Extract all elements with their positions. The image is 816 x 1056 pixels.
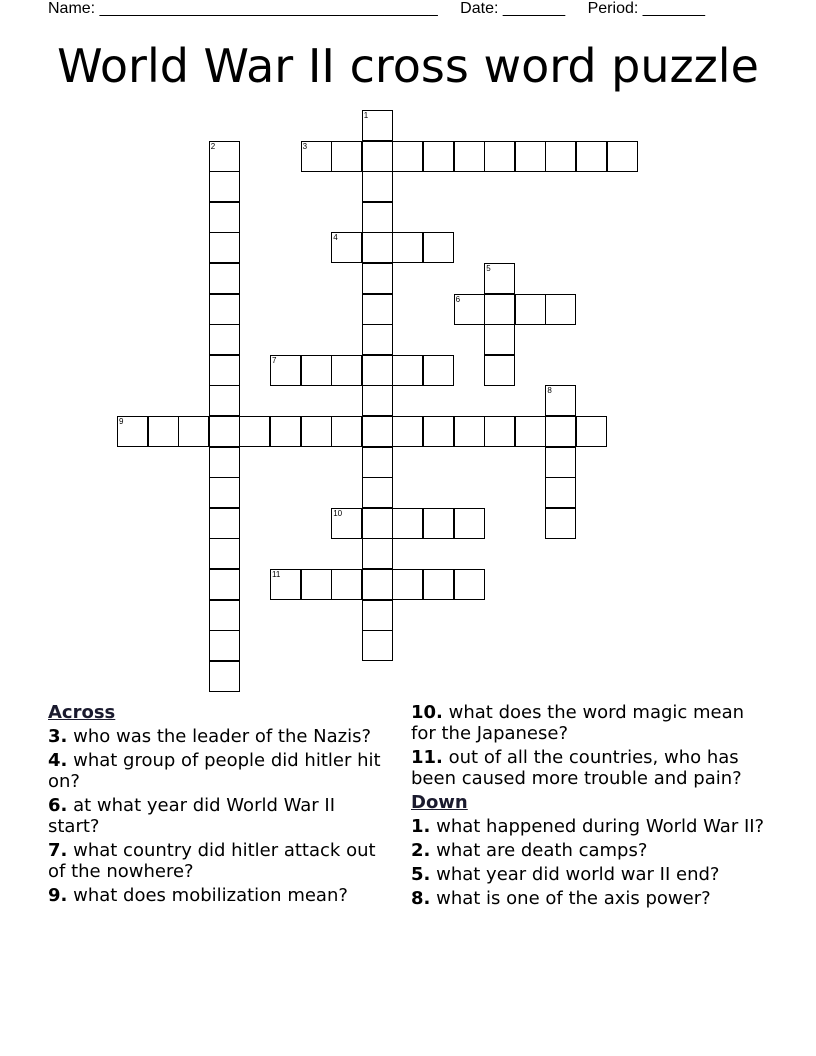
clue-number: 3.	[48, 726, 68, 747]
grid-cell[interactable]	[362, 294, 393, 325]
grid-cell[interactable]	[362, 630, 393, 661]
grid-cell[interactable]	[209, 508, 240, 539]
grid-cell[interactable]	[515, 416, 546, 447]
across-clue-4	[48, 750, 388, 792]
puzzle-title: World War II cross word puzzle	[57, 39, 759, 93]
clue-number-label: 11	[272, 570, 281, 579]
grid-cell[interactable]	[331, 508, 362, 539]
grid-cell[interactable]	[454, 569, 485, 600]
clue-text: what group of people did hitler hit on?	[48, 750, 381, 792]
grid-cell[interactable]	[362, 110, 393, 141]
name-field-label[interactable]: Name: ______________________________________	[48, 0, 438, 17]
clue-text: what are death camps?	[436, 840, 648, 861]
grid-cell[interactable]	[270, 355, 301, 386]
clue-number-label: 5	[486, 264, 491, 273]
clue-number: 1.	[411, 816, 431, 837]
clue-text: at what year did World War II start?	[48, 795, 336, 837]
across-clue-7	[48, 840, 388, 882]
grid-cell[interactable]	[423, 416, 454, 447]
grid-cell[interactable]	[423, 232, 454, 263]
clue-text: who was the leader of the Nazis?	[73, 726, 372, 747]
clue-text: out of all the countries, who has been caused more trouble and pain?	[411, 747, 742, 789]
grid-cell[interactable]	[484, 355, 515, 386]
clue-text: what does mobilization mean?	[73, 885, 348, 906]
grid-cell[interactable]	[331, 416, 362, 447]
clue-number: 5.	[411, 864, 431, 885]
grid-cell[interactable]	[331, 569, 362, 600]
grid-cell[interactable]	[362, 600, 393, 631]
grid-cell[interactable]	[301, 416, 332, 447]
grid-cell[interactable]	[362, 263, 393, 294]
grid-cell[interactable]	[209, 569, 240, 600]
grid-cell[interactable]	[362, 416, 393, 447]
grid-cell[interactable]	[454, 141, 485, 172]
grid-cell[interactable]	[392, 569, 423, 600]
grid-cell[interactable]	[423, 355, 454, 386]
grid-cell[interactable]	[392, 141, 423, 172]
grid-cell[interactable]	[545, 385, 576, 416]
grid-cell[interactable]	[209, 355, 240, 386]
grid-cell[interactable]	[423, 569, 454, 600]
clue-number: 8.	[411, 888, 431, 909]
grid-cell[interactable]	[209, 294, 240, 325]
grid-cell[interactable]	[209, 600, 240, 631]
down-heading: Down	[411, 792, 468, 813]
grid-cell[interactable]	[209, 232, 240, 263]
grid-cell[interactable]	[301, 355, 332, 386]
clue-number-label: 4	[333, 233, 338, 243]
grid-cell[interactable]	[545, 294, 576, 325]
period-field-label[interactable]: Period: _______	[587, 0, 706, 17]
grid-cell[interactable]	[362, 508, 393, 539]
down-clue-2	[411, 840, 771, 861]
grid-cell[interactable]	[209, 416, 240, 447]
clue-text: what happened during World War II?	[436, 816, 765, 837]
clue-text: what year did world war II end?	[436, 864, 720, 885]
grid-cell[interactable]	[484, 263, 515, 294]
across-clue-6	[48, 795, 388, 837]
clue-number: 7.	[48, 840, 68, 861]
across-clue-9	[48, 885, 388, 906]
clue-number-label: 1	[363, 111, 369, 120]
grid-cell[interactable]	[545, 416, 576, 447]
grid-cell[interactable]	[362, 232, 393, 263]
grid-cell[interactable]	[362, 355, 393, 386]
grid-cell[interactable]	[484, 141, 515, 172]
grid-cell[interactable]	[362, 202, 393, 233]
clue-number: 9.	[48, 885, 68, 906]
grid-cell[interactable]	[515, 141, 546, 172]
grid-cell[interactable]	[301, 569, 332, 600]
grid-cell[interactable]	[392, 416, 423, 447]
grid-cell[interactable]	[454, 416, 485, 447]
grid-cell[interactable]	[270, 569, 301, 600]
date-field-label[interactable]: Date: _______	[460, 0, 566, 17]
grid-cell[interactable]	[209, 661, 240, 692]
grid-cell[interactable]	[209, 630, 240, 661]
grid-cell[interactable]	[515, 294, 546, 325]
grid-cell[interactable]	[484, 294, 515, 325]
clue-text: what is one of the axis power?	[436, 888, 711, 909]
clue-number: 6.	[48, 795, 68, 816]
clue-text: what country did hitler attack out of the nowhere?	[48, 840, 376, 882]
grid-cell[interactable]	[545, 508, 576, 539]
grid-cell[interactable]	[362, 569, 393, 600]
across-clue-3	[48, 726, 388, 747]
grid-cell[interactable]	[209, 538, 240, 569]
grid-cell[interactable]	[576, 141, 607, 172]
grid-cell[interactable]	[423, 508, 454, 539]
across-clue-11	[411, 747, 771, 789]
grid-cell[interactable]	[239, 416, 270, 447]
grid-cell[interactable]	[362, 447, 393, 478]
down-clue-5	[411, 864, 771, 885]
grid-cell[interactable]	[607, 141, 638, 172]
down-clue-1	[411, 816, 771, 837]
grid-cell[interactable]	[209, 171, 240, 202]
clue-number: 2.	[411, 840, 431, 861]
grid-cell[interactable]	[331, 141, 362, 172]
clue-number-label: 10	[333, 508, 343, 518]
grid-cell[interactable]	[270, 416, 301, 447]
grid-cell[interactable]	[117, 416, 148, 447]
clue-number-label: 6	[455, 294, 461, 304]
grid-cell[interactable]	[209, 263, 240, 294]
clue-number-label: 7	[272, 355, 277, 365]
grid-cell[interactable]	[331, 355, 362, 386]
clue-number: 10.	[411, 702, 443, 723]
grid-cell[interactable]	[148, 416, 179, 447]
grid-cell[interactable]	[362, 171, 393, 202]
across-heading: Across	[48, 702, 116, 723]
grid-cell[interactable]	[209, 447, 240, 478]
grid-cell[interactable]	[209, 324, 240, 355]
down-clue-8	[411, 888, 771, 909]
grid-cell[interactable]	[576, 416, 607, 447]
grid-cell[interactable]	[545, 447, 576, 478]
grid-cell[interactable]	[362, 538, 393, 569]
grid-cell[interactable]	[362, 324, 393, 355]
grid-cell[interactable]	[392, 508, 423, 539]
grid-cell[interactable]	[545, 477, 576, 508]
grid-cell[interactable]	[209, 477, 240, 508]
clue-number-label: 2	[210, 141, 216, 151]
across-clue-10	[411, 702, 771, 744]
clue-number-label: 3	[302, 141, 308, 151]
grid-cell[interactable]	[331, 232, 362, 263]
clue-number-label: 9	[119, 417, 124, 426]
grid-cell[interactable]	[362, 385, 393, 416]
grid-cell[interactable]	[392, 355, 423, 386]
grid-cell[interactable]	[178, 416, 209, 447]
grid-cell[interactable]	[392, 232, 423, 263]
grid-cell[interactable]	[545, 141, 576, 172]
grid-cell[interactable]	[362, 477, 393, 508]
grid-cell[interactable]	[301, 141, 332, 172]
grid-cell[interactable]	[209, 141, 240, 172]
clue-text: what does the word magic mean for the Japanese?	[411, 702, 745, 744]
grid-cell[interactable]	[209, 385, 240, 416]
grid-cell[interactable]	[423, 141, 454, 172]
clue-number: 11.	[411, 747, 443, 768]
clue-number-label: 8	[547, 386, 552, 396]
clues-right-column	[411, 702, 771, 912]
clues-left-column	[48, 702, 388, 909]
grid-cell[interactable]	[209, 202, 240, 233]
clue-number: 4.	[48, 750, 68, 771]
grid-cell[interactable]	[484, 416, 515, 447]
grid-cell[interactable]	[454, 294, 485, 325]
grid-cell[interactable]	[362, 141, 393, 172]
grid-cell[interactable]	[454, 508, 485, 539]
grid-cell[interactable]	[484, 324, 515, 355]
